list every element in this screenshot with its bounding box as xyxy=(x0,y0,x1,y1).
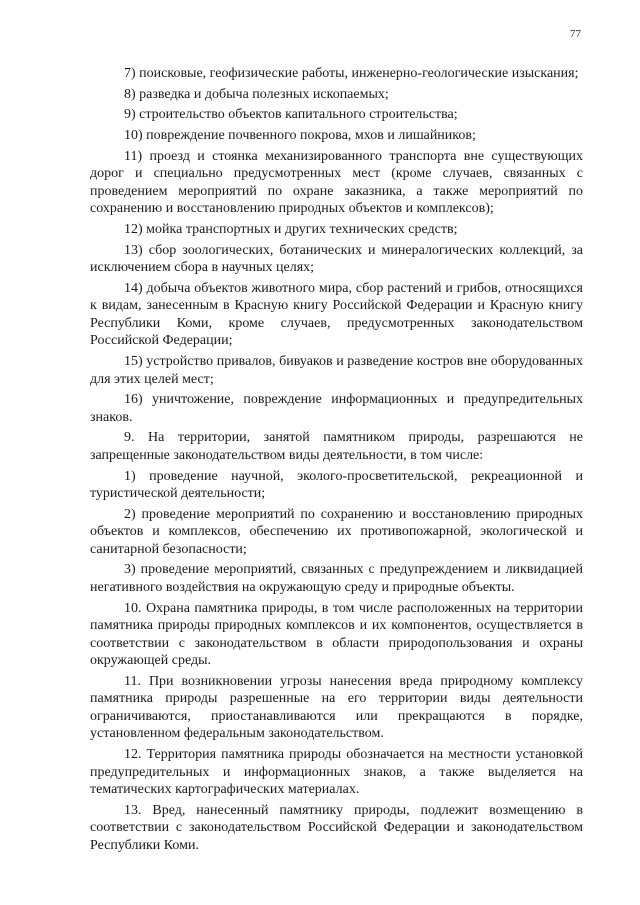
clause-12: 12. Территория памятника природы обозначается на местности установкой предупредительных и информационных знаков, а также выделяется на тематических картографических материалах. xyxy=(90,747,583,797)
clause-13: 13. Вред, нанесенный памятнику природы, подлежит возмещению в соответствии с законодательством Российской Федерации и законодательством Республики Коми. xyxy=(90,802,583,853)
paragraph-item-11: 11) проезд и стоянка механизированного транспорта вне существующих дорог и специально предусмотренных мест (кроме случаев, связанных с проведением мероприятий по охране заказника, а также мероприятий по сохранению и восстановлению природных объектов и комплексов); xyxy=(90,148,583,217)
clause-9-item-2: 2) проведение мероприятий по сохранению и восстановлению природных объектов и комплексов, обеспечению их противопожарной, экологической и санитарной безопасности; xyxy=(90,506,583,557)
clause-9-item-1: 1) проведение научной, эколого-просветительской, рекреационной и туристической деятельности; xyxy=(90,468,583,502)
page-number: 77 xyxy=(570,28,581,40)
paragraph-item-14: 14) добыча объектов животного мира, сбор растений и грибов, относящихся к видам, занесенным в Красную книгу Российской Федерации и Красную книгу Республики Коми, кроме случаев, предусмотренных законодательством Российской Федерации; xyxy=(90,280,583,349)
paragraph-item-15: 15) устройство привалов, бивуаков и разведение костров вне оборудованных для этих целей мест; xyxy=(90,354,583,387)
clause-9: 9. На территории, занятой памятником природы, разрешаются не запрещенные законодательством виды деятельности, в том числе: xyxy=(90,430,583,463)
clause-10: 10. Охрана памятника природы, в том числе расположенных на территории памятника природы природных комплексов и их компонентов, осуществляется в соответствии с законодательством в области природопользования и охраны окружающей среды. xyxy=(90,600,583,669)
paragraph-item-10: 10) повреждение почвенного покрова, мхов и лишайников; xyxy=(124,128,476,144)
paragraph-item-9: 9) строительство объектов капитального строительства; xyxy=(124,107,458,123)
paragraph-item-12: 12) мойка транспортных и других технических средств; xyxy=(124,221,458,237)
paragraph-item-13: 13) сбор зоологических, ботанических и минералогических коллекций, за исключением сбора в научных целях; xyxy=(90,242,583,276)
paragraph-item-8: 8) разведка и добыча полезных ископаемых; xyxy=(124,86,389,102)
clause-11: 11. При возникновении угрозы нанесения вреда природному комплексу памятника природы разрешенные на его территории виды деятельности ограничиваются, приостанавливаются или прекращаются в порядке, установленном федеральным законодательством. xyxy=(90,673,583,742)
paragraph-item-16: 16) уничтожение, повреждение информационных и предупредительных знаков. xyxy=(90,392,583,425)
paragraph-item-7: 7) поисковые, геофизические работы, инженерно-геологические изыскания; xyxy=(124,66,579,81)
clause-9-item-3: 3) проведение мероприятий, связанных с предупреждением и ликвидацией негативного воздействия на окружающую среду и природные объекты. xyxy=(90,562,583,595)
document-body xyxy=(90,65,583,857)
